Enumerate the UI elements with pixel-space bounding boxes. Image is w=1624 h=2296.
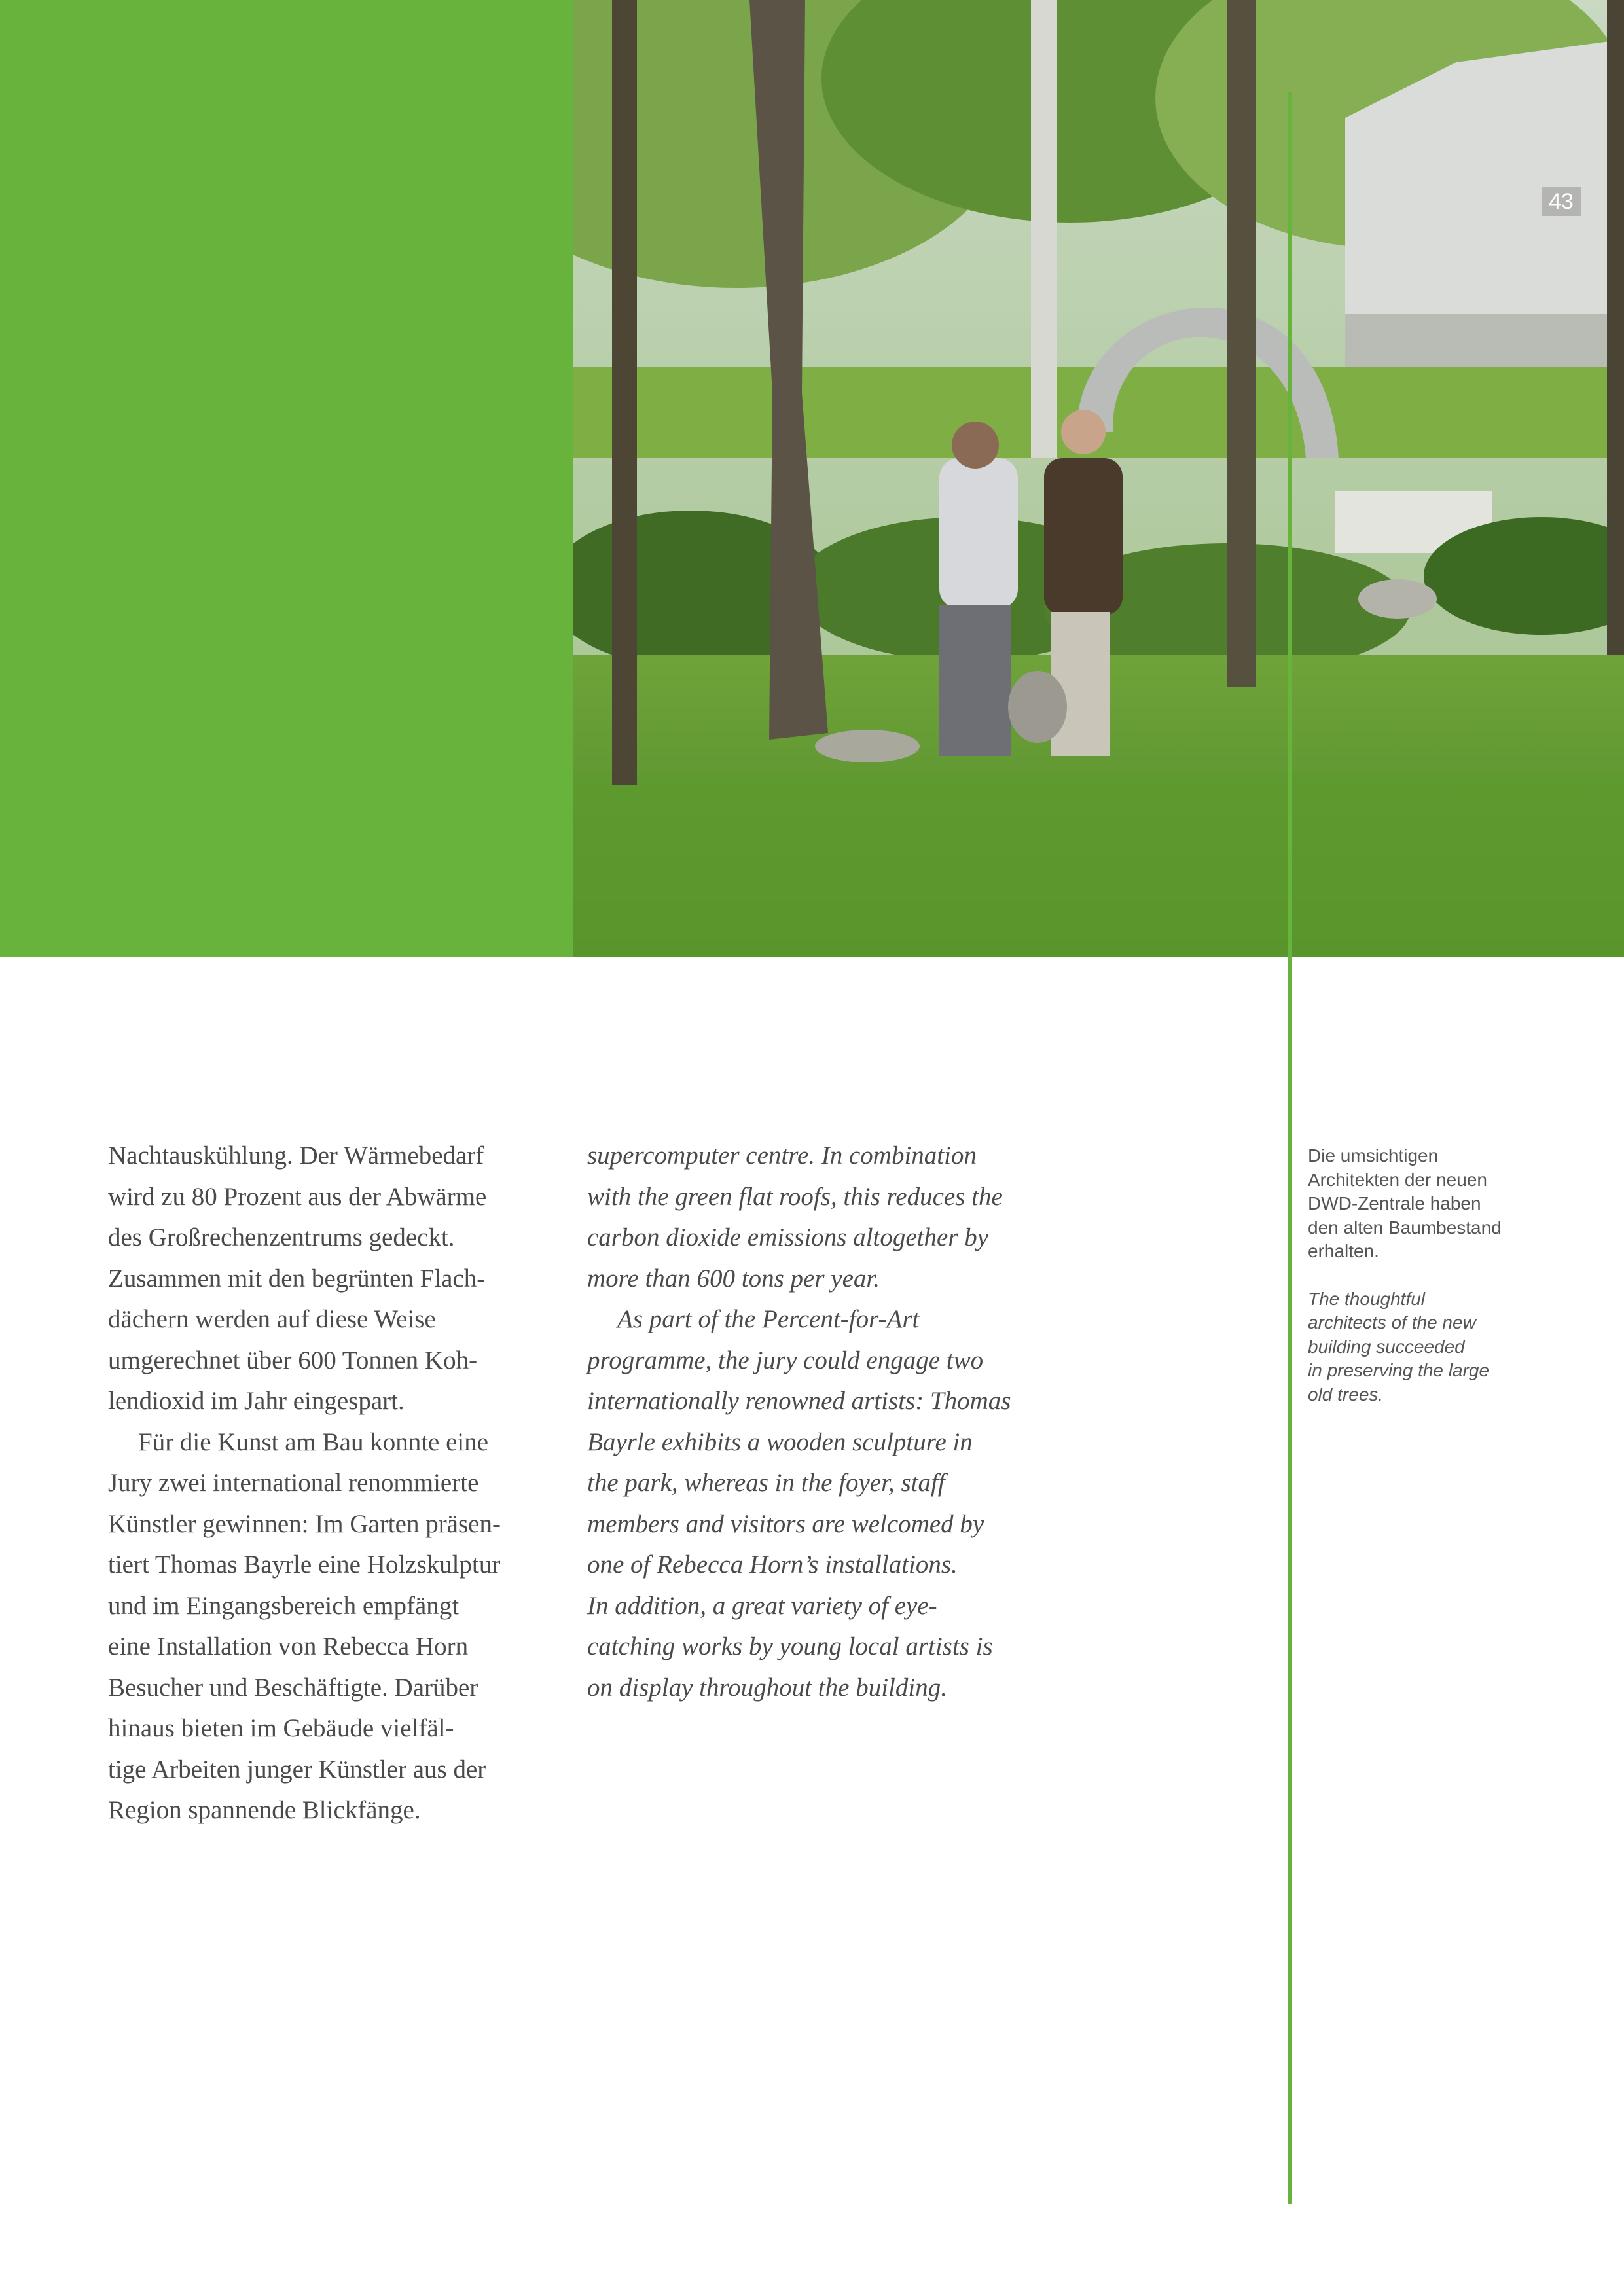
text-line: members and visitors are welcomed by: [587, 1509, 984, 1538]
text-line: des Großrechenzentrums gedeckt.: [108, 1223, 455, 1251]
text-line: tige Arbeiten junger Künstler aus der: [108, 1755, 486, 1784]
text-line: As part of the Percent-for-Art: [617, 1305, 920, 1333]
page-number: 43: [1542, 187, 1581, 216]
text-line: tiert Thomas Bayrle eine Holzskulptur: [108, 1551, 501, 1579]
text-line: hinaus bieten im Gebäude vielfäl-: [108, 1714, 454, 1742]
caption-line: erhalten.: [1308, 1241, 1379, 1261]
caption-line: DWD-Zentrale haben: [1308, 1193, 1481, 1213]
caption-line: Die umsichtigen: [1308, 1145, 1439, 1166]
german-paragraph-1: [108, 1136, 566, 1422]
german-paragraph-2: [108, 1422, 566, 1831]
caption-line: The thoughtful: [1308, 1288, 1426, 1309]
caption-english: [1308, 1287, 1530, 1407]
english-body-column: [587, 1136, 1058, 1708]
text-line: on display throughout the building.: [587, 1673, 947, 1702]
text-line: programme, the jury could engage two: [587, 1346, 984, 1374]
text-line: lendioxid im Jahr eingespart.: [108, 1387, 405, 1415]
text-line: Region spannende Blickfänge.: [108, 1796, 421, 1824]
text-line: catching works by young local artists is: [587, 1632, 993, 1660]
text-line: the park, whereas in the foyer, staff: [587, 1469, 945, 1497]
english-paragraph-2: [587, 1299, 1058, 1708]
german-body-column: [108, 1136, 566, 1831]
caption-line: in preserving the large: [1308, 1360, 1490, 1380]
caption-line: old trees.: [1308, 1384, 1384, 1405]
english-paragraph-1: [587, 1136, 1058, 1299]
green-vertical-rule: [1288, 92, 1292, 2204]
text-line: with the green flat roofs, this reduces the: [587, 1182, 1003, 1211]
text-line: carbon dioxide emissions altogether by: [587, 1223, 989, 1251]
text-line: supercomputer centre. In combination: [587, 1141, 977, 1170]
caption-german: [1308, 1144, 1530, 1264]
green-color-block: [0, 0, 573, 957]
photo-caption: [1308, 1144, 1530, 1407]
text-line: Bayrle exhibits a wooden sculpture in: [587, 1427, 973, 1456]
caption-line: building succeeded: [1308, 1336, 1465, 1357]
text-line: internationally renowned artists: Thomas: [587, 1387, 1011, 1415]
text-line: dächern werden auf diese Weise: [108, 1305, 436, 1333]
text-line: und im Eingangsbereich empfängt: [108, 1591, 460, 1620]
caption-line: architects of the new: [1308, 1312, 1476, 1333]
text-line: Besucher und Beschäftigte. Darüber: [108, 1673, 478, 1702]
text-line: Für die Kunst am Bau konnte eine: [138, 1427, 489, 1456]
caption-line: den alten Baumbestand: [1308, 1217, 1502, 1238]
park-photo: [573, 0, 1624, 957]
text-line: Künstler gewinnen: Im Garten präsen-: [108, 1509, 501, 1538]
text-line: wird zu 80 Prozent aus der Abwärme: [108, 1182, 487, 1211]
text-line: In addition, a great variety of eye-: [587, 1591, 937, 1620]
caption-line: Architekten der neuen: [1308, 1169, 1487, 1190]
text-line: Zusammen mit den begrünten Flach-: [108, 1264, 486, 1293]
text-line: one of Rebecca Horn’s installations.: [587, 1551, 958, 1579]
text-line: Nachtauskühlung. Der Wärmebedarf: [108, 1141, 484, 1170]
text-line: Jury zwei international renommierte: [108, 1469, 479, 1497]
text-line: more than 600 tons per year.: [587, 1264, 880, 1293]
text-line: umgerechnet über 600 Tonnen Koh-: [108, 1346, 478, 1374]
text-line: eine Installation von Rebecca Horn: [108, 1632, 469, 1660]
